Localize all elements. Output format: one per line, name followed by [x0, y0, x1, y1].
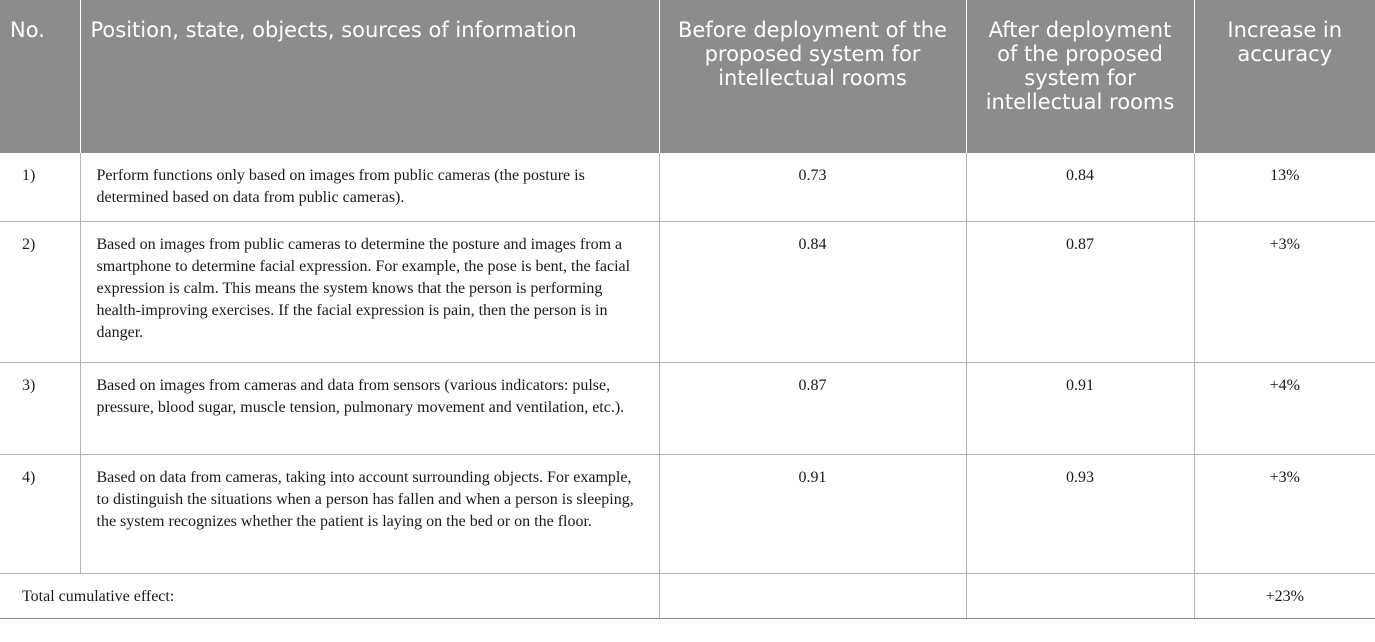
row-before-value: 0.73: [659, 153, 966, 221]
row-number: 3): [0, 362, 80, 454]
header-increase: Increase in accuracy: [1194, 0, 1375, 153]
row-increase-value: +4%: [1194, 362, 1375, 454]
total-after-value: [966, 573, 1194, 618]
row-description: Perform functions only based on images from public cameras (the posture is determined based on data from public cameras).: [80, 153, 659, 221]
row-before-value: 0.91: [659, 454, 966, 573]
row-increase-value: 13%: [1194, 153, 1375, 221]
row-after-value: 0.91: [966, 362, 1194, 454]
row-after-value: 0.87: [966, 221, 1194, 362]
row-before-value: 0.87: [659, 362, 966, 454]
row-description: Based on images from cameras and data from sensors (various indicators: pulse, pressure, blood sugar, muscle tension, pulmonary movement and ventilation, etc.).: [80, 362, 659, 454]
row-number: 1): [0, 153, 80, 221]
row-after-value: 0.84: [966, 153, 1194, 221]
row-increase-value: +3%: [1194, 454, 1375, 573]
table-row: [0, 221, 1375, 362]
row-increase-value: +3%: [1194, 221, 1375, 362]
total-before-value: [659, 573, 966, 618]
table-row: [0, 454, 1375, 573]
row-before-value: 0.84: [659, 221, 966, 362]
total-row: [0, 573, 1375, 618]
header-no: No.: [0, 0, 80, 153]
row-number: 4): [0, 454, 80, 573]
row-number: 2): [0, 221, 80, 362]
row-description: Based on data from cameras, taking into account surrounding objects. For example, to distinguish the situations when a person has fallen and when a person is sleeping, the system recognizes whether the patient is laying on the bed or on the floor.: [80, 454, 659, 573]
header-position: Position, state, objects, sources of information: [80, 0, 659, 153]
header-after: After deployment of the proposed system for intellectual rooms: [966, 0, 1194, 153]
table-row: [0, 362, 1375, 454]
header-row: [0, 0, 1375, 153]
row-after-value: 0.93: [966, 454, 1194, 573]
header-before: Before deployment of the proposed system for intellectual rooms: [659, 0, 966, 153]
table-row: [0, 153, 1375, 221]
row-description: Based on images from public cameras to determine the posture and images from a smartphone to determine facial expression. For example, the pose is bent, the facial expression is calm. This means the system knows that the person is performing health-improving exercises. If the facial expression is pain, then the person is in danger.: [80, 221, 659, 362]
total-label: Total cumulative effect:: [0, 573, 659, 618]
total-increase-value: +23%: [1194, 573, 1375, 618]
